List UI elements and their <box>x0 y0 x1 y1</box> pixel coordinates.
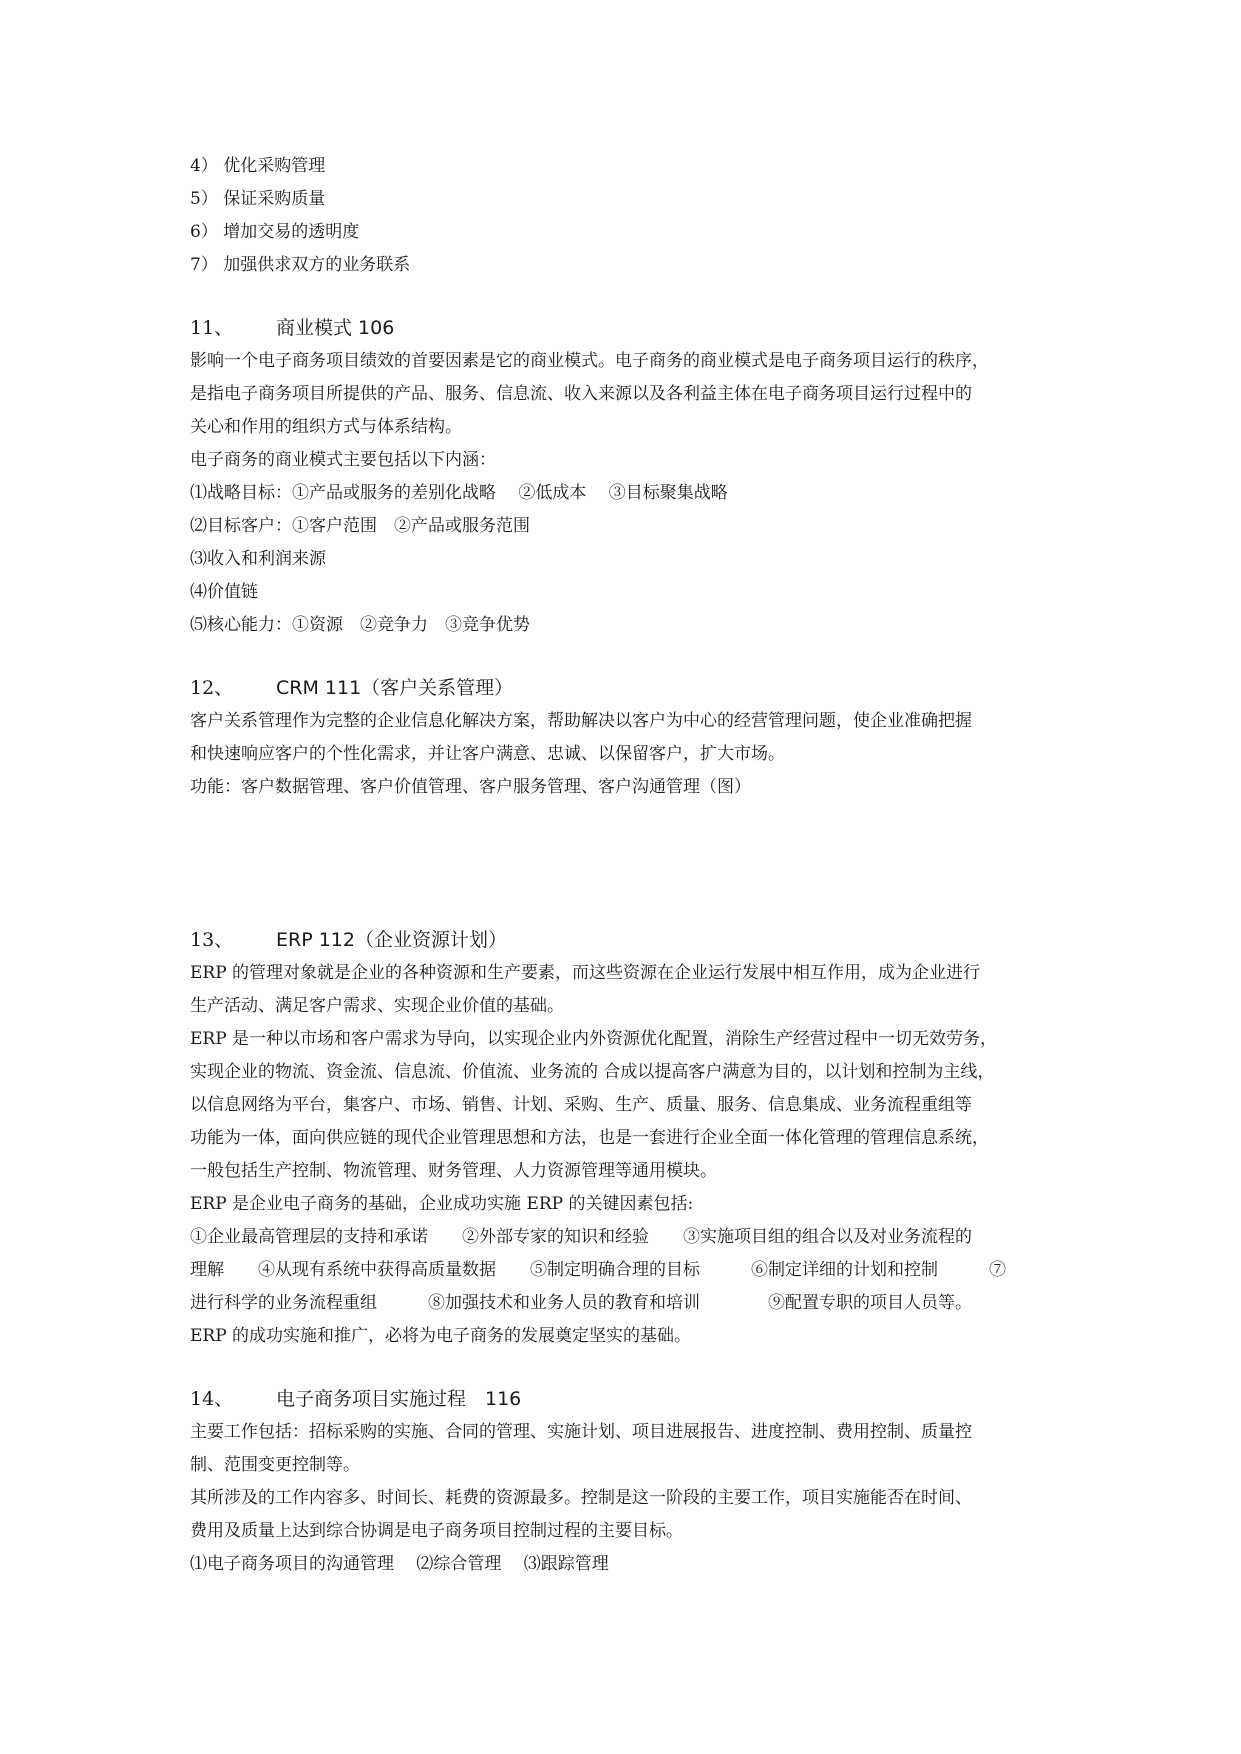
paragraph-line: 制、范围变更控制等。 <box>190 1455 360 1475</box>
section-title: 商业模式 106 <box>276 317 395 339</box>
section-crm <box>190 672 1090 804</box>
paragraph-line: 和快速响应客户的个性化需求，并让客户满意、忠诚、以保留客户，扩大市场。 <box>190 744 785 764</box>
paragraph-line: 主要工作包括：招标采购的实施、合同的管理、实施计划、项目进展报告、进度控制、费用控制、质量控 <box>190 1422 972 1442</box>
paragraph-line: ⑶收入和利润来源 <box>190 549 326 569</box>
paragraph-line: ⑴电子商务项目的沟通管理 ⑵综合管理 ⑶跟踪管理 <box>190 1554 609 1574</box>
section-number: 11、 <box>190 317 234 339</box>
paragraph-line: ERP 的管理对象就是企业的各种资源和生产要素，而这些资源在企业运行发展中相互作用，成为企业进行 <box>190 963 981 983</box>
paragraph-line: 其所涉及的工作内容多、时间长、耗费的资源最多。控制是这一阶段的主要工作，项目实施能否在时间、 <box>190 1488 972 1508</box>
section-title: CRM 111（客户关系管理） <box>276 677 514 699</box>
blank-space <box>190 804 1090 924</box>
paragraph-line: 客户关系管理作为完整的企业信息化解决方案，帮助解决以客户为中心的经营管理问题，使企业准确把握 <box>190 711 972 731</box>
paragraph-line: 进行科学的业务流程重组 ⑧加强技术和业务人员的教育和培训 ⑨配置专职的项目人员等。 <box>190 1293 972 1313</box>
paragraph-line: 生产活动、满足客户需求、实现企业价值的基础。 <box>190 996 564 1016</box>
paragraph-line: 是指电子商务项目所提供的产品、服务、信息流、收入来源以及各利益主体在电子商务项目运行过程中的 <box>190 384 972 404</box>
section-heading <box>190 312 1090 345</box>
paragraph-line: 影响一个电子商务项目绩效的首要因素是它的商业模式。电子商务的商业模式是电子商务项目运行的秩序， <box>190 351 989 371</box>
paragraph-line: ①企业最高管理层的支持和承诺 ②外部专家的知识和经验 ③实施项目组的组合以及对业务流程的 <box>190 1227 972 1247</box>
section-implementation-process <box>190 1383 1090 1581</box>
section-number: 13、 <box>190 929 234 951</box>
paragraph-line: 功能为一体，面向供应链的现代企业管理思想和方法，也是一套进行企业全面一体化管理的管理信息系统， <box>190 1128 989 1148</box>
paragraph-line: ⑵目标客户：①客户范围 ②产品或服务范围 <box>190 516 530 536</box>
procurement-benefits-list <box>190 150 1090 282</box>
paragraph-line: ⑴战略目标：①产品或服务的差别化战略 ②低成本 ③目标聚集战略 <box>190 483 728 503</box>
paragraph-line: 费用及质量上达到综合协调是电子商务项目控制过程的主要目标。 <box>190 1521 683 1541</box>
section-heading <box>190 672 1090 705</box>
section-title: ERP 112（企业资源计划） <box>276 929 507 951</box>
paragraph-line: 一般包括生产控制、物流管理、财务管理、人力资源管理等通用模块。 <box>190 1161 717 1181</box>
section-heading <box>190 924 1090 957</box>
paragraph-line: 电子商务的商业模式主要包括以下内涵： <box>190 450 496 470</box>
section-erp <box>190 924 1090 1353</box>
section-heading <box>190 1383 1090 1416</box>
paragraph-line: 以信息网络为平台，集客户、市场、销售、计划、采购、生产、质量、服务、信息集成、业务流程重组等 <box>190 1095 972 1115</box>
paragraph-line: 实现企业的物流、资金流、信息流、价值流、业务流的 合成以提高客户满意为目的，以计划和控制为主线， <box>190 1062 995 1082</box>
list-item: 4） 优化采购管理 <box>190 156 326 176</box>
section-business-model <box>190 312 1090 642</box>
list-item: 6） 增加交易的透明度 <box>190 222 360 242</box>
paragraph-line: 关心和作用的组织方式与体系结构。 <box>190 417 462 437</box>
paragraph-line: 功能：客户数据管理、客户价值管理、客户服务管理、客户沟通管理（图） <box>190 777 751 797</box>
paragraph-line: ERP 是企业电子商务的基础，企业成功实施 ERP 的关键因素包括: <box>190 1194 694 1214</box>
paragraph-line: ERP 的成功实施和推广，必将为电子商务的发展奠定坚实的基础。 <box>190 1326 692 1346</box>
section-number: 14、 <box>190 1388 234 1410</box>
list-item: 7） 加强供求双方的业务联系 <box>190 255 411 275</box>
section-number: 12、 <box>190 677 234 699</box>
list-item: 5） 保证采购质量 <box>190 189 326 209</box>
section-title: 电子商务项目实施过程 116 <box>276 1388 522 1410</box>
paragraph-line: ⑸核心能力：①资源 ②竞争力 ③竞争优势 <box>190 615 530 635</box>
paragraph-line: 理解 ④从现有系统中获得高质量数据 ⑤制定明确合理的目标 ⑥制定详细的计划和控制 ⑦ <box>190 1260 1006 1280</box>
paragraph-line: ⑷价值链 <box>190 582 258 602</box>
paragraph-line: ERP 是一种以市场和客户需求为导向，以实现企业内外资源优化配置，消除生产经营过程中一切无效劳务， <box>190 1029 998 1049</box>
document-page <box>190 150 1090 1581</box>
